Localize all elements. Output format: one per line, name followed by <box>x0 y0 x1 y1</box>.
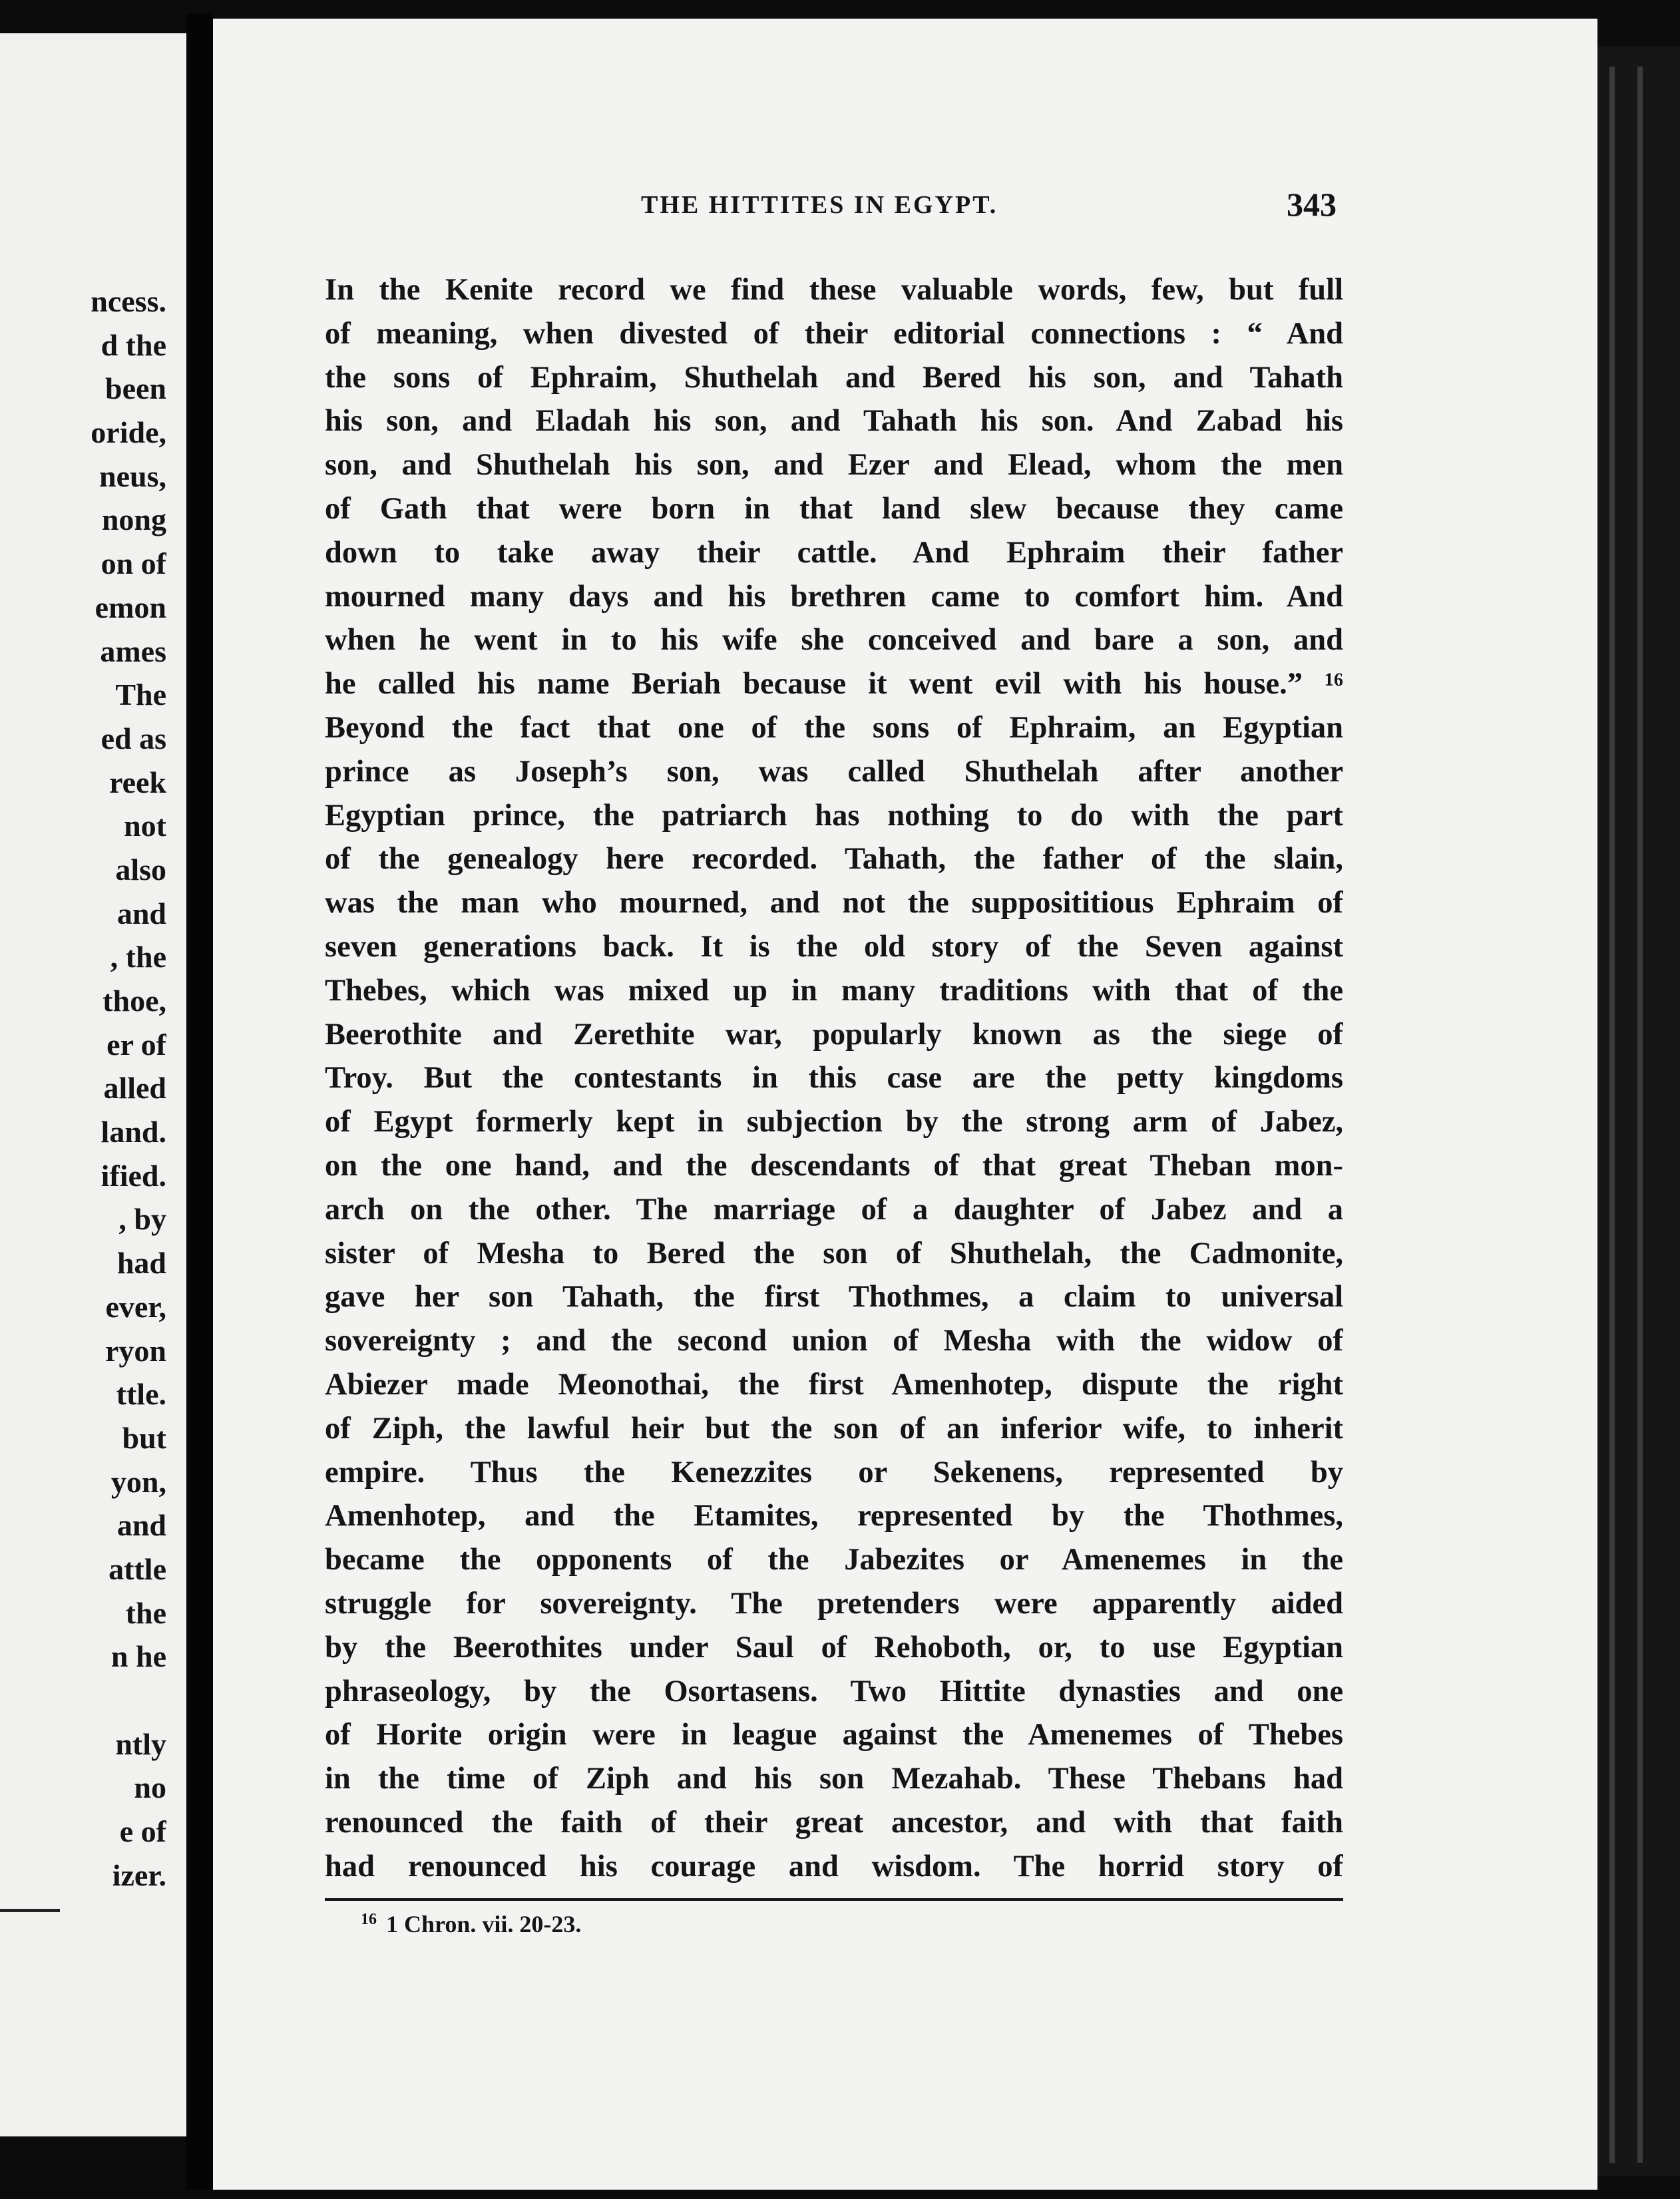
footnote-marker: 16 <box>361 1911 377 1928</box>
book-gutter <box>186 13 213 2190</box>
left-line-fragment: yon, <box>110 1464 166 1499</box>
text-line: gave her son Tahath, the first Thothmes, a claim to universal <box>325 1280 1343 1314</box>
right-page-edge <box>1597 47 1680 2176</box>
text-line: In the Kenite record we find these valuable words, few, but full <box>325 273 1343 307</box>
text-line: of Horite origin were in league against the Amenemes of Thebes <box>325 1718 1343 1752</box>
text-line: sister of Mesha to Bered the son of Shuthelah, the Cadmonite, <box>325 1236 1343 1271</box>
left-line-fragment: ed as <box>101 721 166 755</box>
text-line: he called his name Beriah because it went evil with his house.” ¹⁶ <box>325 667 1343 701</box>
left-line-fragment: also <box>115 852 166 887</box>
page-edge-strip <box>1609 67 1615 2163</box>
left-line-fragment: thoe, <box>103 984 166 1018</box>
left-line-fragment: on of <box>101 546 166 581</box>
text-line: was the man who mourned, and not the supposititious Ephraim of <box>325 886 1343 920</box>
text-line: son, and Shuthelah his son, and Ezer and Elead, whom the men <box>325 448 1343 483</box>
left-line-fragment: ames <box>100 634 166 668</box>
text-line: Beyond the fact that one of the sons of Ephraim, an Egyptian <box>325 710 1343 745</box>
page-edge-strip <box>1637 67 1643 2163</box>
left-line-fragment: had <box>116 1246 166 1281</box>
left-line-fragment: e of <box>119 1814 166 1849</box>
body-text <box>325 268 1343 1888</box>
left-line-fragment: no <box>134 1770 166 1805</box>
left-line-fragment: reek <box>108 765 166 799</box>
left-line-fragment: attle <box>108 1551 166 1586</box>
left-line-fragment: ntly <box>115 1726 166 1761</box>
left-line-fragment: land. <box>101 1115 166 1149</box>
left-line-fragment: the <box>125 1595 166 1630</box>
text-line: by the Beerothites under Saul of Rehoboth, or, to use Egyptian <box>325 1630 1343 1665</box>
left-line-fragment: n he <box>110 1639 166 1674</box>
left-line-fragment: and <box>116 896 166 930</box>
text-line: arch on the other. The marriage of a daughter of Jabez and a <box>325 1192 1343 1227</box>
text-line: Beerothite and Zerethite war, popularly known as the siege of <box>325 1017 1343 1052</box>
left-line-fragment: ified. <box>101 1158 166 1193</box>
left-line-fragment: and <box>116 1508 166 1543</box>
left-line-fragment: oride, <box>91 415 166 450</box>
text-line: on the one hand, and the descendants of that great Theban mon- <box>325 1148 1343 1183</box>
text-line: down to take away their cattle. And Ephraim their father <box>325 535 1343 570</box>
left-line-fragment: d the <box>101 327 166 362</box>
text-line: renounced the faith of their great ancestor, and with that faith <box>325 1805 1343 1840</box>
text-line: of the genealogy here recorded. Tahath, the father of the slain, <box>325 842 1343 877</box>
text-line: when he went in to his wife she conceived and bare a son, and <box>325 623 1343 658</box>
footnote-text: 1 Chron. vii. 20-23. <box>386 1911 582 1937</box>
main-page <box>213 19 1597 2190</box>
text-line: Thebes, which was mixed up in many traditions with that of the <box>325 973 1343 1008</box>
text-line: prince as Joseph’s son, was called Shuthelah after another <box>325 754 1343 789</box>
text-line: Abiezer made Meonothai, the first Amenhotep, dispute the right <box>325 1367 1343 1402</box>
text-line: of meaning, when divested of their editorial connections : “ And <box>325 316 1343 351</box>
text-line: seven generations back. It is the old story of the Seven against <box>325 929 1343 964</box>
left-line-fragment: ttle. <box>116 1377 166 1412</box>
left-line-fragment: ever, <box>105 1289 166 1324</box>
footnote-rule <box>325 1898 1343 1901</box>
text-line: Amenhotep, and the Etamites, represented by the Thothmes, <box>325 1499 1343 1533</box>
left-line-fragment: The <box>115 678 166 712</box>
left-line-fragment: er of <box>106 1027 166 1062</box>
left-line-fragment: ryon <box>105 1333 166 1368</box>
text-line: became the opponents of the Jabezites or Amenemes in the <box>325 1543 1343 1577</box>
left-line-fragment: nong <box>101 502 166 537</box>
page-number: 343 <box>1287 186 1337 223</box>
left-line-fragment: emon <box>95 590 166 624</box>
text-line: phraseology, by the Osortasens. Two Hittite dynasties and one <box>325 1674 1343 1708</box>
text-line: his son, and Eladah his son, and Tahath his son. And Zabad his <box>325 404 1343 439</box>
left-line-fragment: , the <box>110 940 166 974</box>
text-line: had renounced his courage and wisdom. The horrid story of <box>325 1849 1343 1884</box>
text-line: mourned many days and his brethren came to comfort him. And <box>325 579 1343 614</box>
left-line-fragment: neus, <box>99 459 166 493</box>
left-line-fragment: , by <box>118 1202 166 1237</box>
left-line-fragment <box>0 1679 166 1722</box>
text-line: of Gath that were born in that land slew because they came <box>325 491 1343 526</box>
left-line-fragment: alled <box>103 1071 166 1105</box>
text-line: Egyptian prince, the patriarch has nothing to do with the part <box>325 798 1343 833</box>
text-line: the sons of Ephraim, Shuthelah and Bered his son, and Tahath <box>325 360 1343 395</box>
left-line-fragment: but <box>122 1420 166 1455</box>
text-line: struggle for sovereignty. The pretenders were apparently aided <box>325 1586 1343 1621</box>
left-facing-page <box>0 33 186 2136</box>
running-title: THE HITTITES IN EGYPT. <box>641 191 998 219</box>
text-line: of Egypt formerly kept in subjection by the strong arm of Jabez, <box>325 1105 1343 1139</box>
left-footnote-rule <box>0 1909 60 1912</box>
text-line: in the time of Ziph and his son Mezahab. These Thebans had <box>325 1762 1343 1796</box>
left-page-text <box>0 280 166 1897</box>
text-line: of Ziph, the lawful heir but the son of an inferior wife, to inherit <box>325 1411 1343 1446</box>
footnote <box>361 1910 581 1938</box>
page-header <box>213 185 1597 238</box>
left-line-fragment: ncess. <box>91 284 166 318</box>
left-line-fragment: not <box>124 809 166 843</box>
text-line: Troy. But the contestants in this case are the petty kingdoms <box>325 1061 1343 1096</box>
text-line: empire. Thus the Kenezzites or Sekenens, represented by <box>325 1455 1343 1490</box>
text-line: sovereignty ; and the second union of Mesha with the widow of <box>325 1324 1343 1358</box>
left-line-fragment: been <box>105 371 166 406</box>
left-line-fragment: izer. <box>112 1858 166 1892</box>
